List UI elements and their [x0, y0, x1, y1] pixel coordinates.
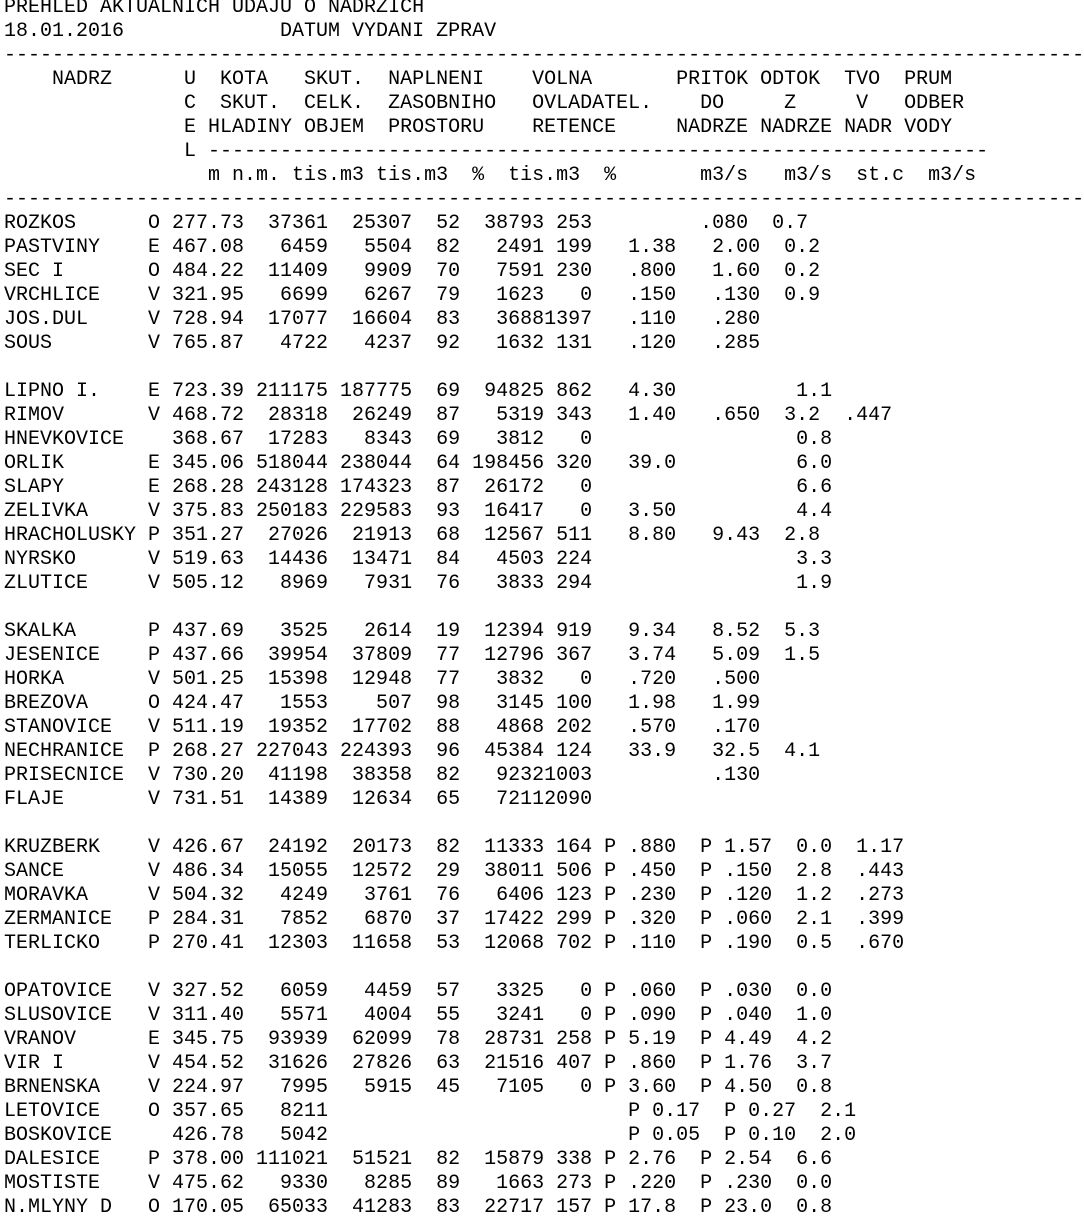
table-row: HRACHOLUSKY P 351.27 27026 21913 68 12567 511 8.80 9.43 2.8: [4, 524, 821, 547]
table-row: BREZOVA O 424.47 1553 507 98 3145 100 1.98 1.99: [4, 692, 761, 715]
table-row: KRUZBERK V 426.67 24192 20173 82 11333 164 P .880 P 1.57 0.0 1.17: [4, 836, 905, 859]
table-row: LETOVICE O 357.65 8211 P 0.17 P 0.27 2.1: [4, 1100, 857, 1123]
table-row: SOUS V 765.87 4722 4237 92 1632 131 .120 .285: [4, 332, 761, 355]
column-header-line-1: NADRZ U KOTA SKUT. NAPLNENI VOLNA PRITOK ODTOK TVO PRUM: [4, 68, 953, 91]
table-row: LIPNO I. E 723.39 211175 187775 69 94825 862 4.30 1.1: [4, 380, 833, 403]
table-row: SEC I O 484.22 11409 9909 70 7591 230 .800 1.60 0.2: [4, 260, 821, 283]
column-header-line-2: C SKUT. CELK. ZASOBNIHO OVLADATEL. DO Z V ODBER: [4, 92, 965, 115]
separator-bottom: ------------------------------------------------------------------------------------------: [4, 188, 1084, 211]
table-row: OPATOVICE V 327.52 6059 4459 57 3325 0 P .060 P .030 0.0: [4, 980, 833, 1003]
table-row: TERLICKO P 270.41 12303 11658 53 12068 702 P .110 P .190 0.5 .670: [4, 932, 905, 955]
table-row: VRANOV E 345.75 93939 62099 78 28731 258 P 5.19 P 4.49 4.2: [4, 1028, 833, 1051]
table-row: STANOVICE V 511.19 19352 17702 88 4868 202 .570 .170: [4, 716, 761, 739]
table-row: N.MLYNY D O 170.05 65033 41283 83 22717 157 P 17.8 P 23.0 0.8: [4, 1196, 833, 1219]
table-row: SKALKA P 437.69 3525 2614 19 12394 919 9.34 8.52 5.3: [4, 620, 821, 643]
table-row: SLAPY E 268.28 243128 174323 87 26172 0 6.6: [4, 476, 833, 499]
table-row: HNEVKOVICE 368.67 17283 8343 69 3812 0 0.8: [4, 428, 833, 451]
table-row: ROZKOS O 277.73 37361 25307 52 38793 253 .080 0.7: [4, 212, 809, 235]
table-row: ZERMANICE P 284.31 7852 6870 37 17422 299 P .320 P .060 2.1 .399: [4, 908, 905, 931]
table-row: SANCE V 486.34 15055 12572 29 38011 506 P .450 P .150 2.8 .443: [4, 860, 905, 883]
column-units-line: m n.m. tis.m3 tis.m3 % tis.m3 % m3/s m3/s st.c m3/s: [4, 164, 977, 187]
column-header-line-4: L -----------------------------------------------------------------: [4, 140, 989, 163]
table-row: HORKA V 501.25 15398 12948 77 3832 0 .720 .500: [4, 668, 761, 691]
table-row: VIR I V 454.52 31626 27826 63 21516 407 P .860 P 1.76 3.7: [4, 1052, 833, 1075]
table-row: RIMOV V 468.72 28318 26249 87 5319 343 1.40 .650 3.2 .447: [4, 404, 893, 427]
column-header-line-3: E HLADINY OBJEM PROSTORU RETENCE NADRZE NADRZE NADR VODY: [4, 116, 953, 139]
table-row: MOSTISTE V 475.62 9330 8285 89 1663 273 P .220 P .230 0.0: [4, 1172, 833, 1195]
report-title: PREHLED AKTUALNICH UDAJU O NADRZICH: [4, 0, 425, 19]
table-row: VRCHLICE V 321.95 6699 6267 79 1623 0 .150 .130 0.9: [4, 284, 821, 307]
table-row: BRNENSKA V 224.97 7995 5915 45 7105 0 P 3.60 P 4.50 0.8: [4, 1076, 833, 1099]
table-row: SLUSOVICE V 311.40 5571 4004 55 3241 0 P .090 P .040 1.0: [4, 1004, 833, 1027]
table-row: DALESICE P 378.00 111021 51521 82 15879 338 P 2.76 P 2.54 6.6: [4, 1148, 833, 1171]
table-row: PASTVINY E 467.08 6459 5504 82 2491 199 1.38 2.00 0.2: [4, 236, 821, 259]
table-row: JESENICE P 437.66 39954 37809 77 12796 367 3.74 5.09 1.5: [4, 644, 821, 667]
table-row: ORLIK E 345.06 518044 238044 64 198456 320 39.0 6.0: [4, 452, 833, 475]
table-row: BOSKOVICE 426.78 5042 P 0.05 P 0.10 2.0: [4, 1124, 857, 1147]
table-row: PRISECNICE V 730.20 41198 38358 82 92321003 .130: [4, 764, 761, 787]
table-row: MORAVKA V 504.32 4249 3761 76 6406 123 P .230 P .120 1.2 .273: [4, 884, 905, 907]
report-date-line: 18.01.2016 DATUM VYDANI ZPRAV: [4, 20, 497, 43]
table-row: NYRSKO V 519.63 14436 13471 84 4503 224 3.3: [4, 548, 833, 571]
table-row: NECHRANICE P 268.27 227043 224393 96 45384 124 33.9 32.5 4.1: [4, 740, 821, 763]
separator-top: ------------------------------------------------------------------------------------------: [4, 44, 1084, 67]
table-row: ZLUTICE V 505.12 8969 7931 76 3833 294 1.9: [4, 572, 833, 595]
table-row: JOS.DUL V 728.94 17077 16604 83 36881397 .110 .280: [4, 308, 761, 331]
table-row: FLAJE V 731.51 14389 12634 65 72112090: [4, 788, 593, 811]
table-row: ZELIVKA V 375.83 250183 229583 93 16417 0 3.50 4.4: [4, 500, 833, 523]
